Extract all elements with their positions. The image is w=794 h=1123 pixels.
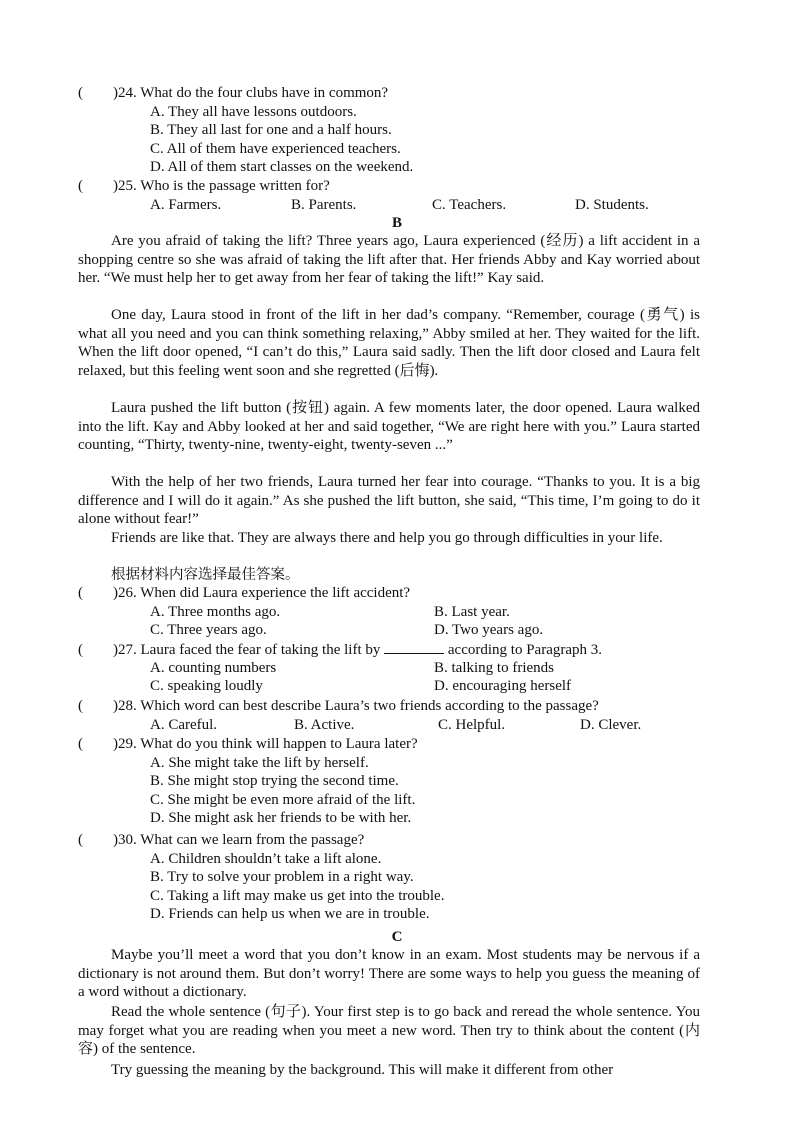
passage-b-paragraph-1: Are you afraid of taking the lift? Three years ago, Laura experienced (经历) a lift accident in a shopping centre so she was afraid of taking the lift after that. Her friends Abby and Kay worried about her. “We must help her to get away from her fear of taking the lift!” Kay said.: [78, 233, 700, 287]
option-b[interactable]: B. They all last for one and a half hours.: [150, 122, 392, 139]
option-c[interactable]: C. Three years ago.: [150, 622, 267, 639]
passage-b-paragraph-3: Laura pushed the lift button (按钮) again. A few moments later, the door opened. Laura walked into the lift. Kay and Abby looked at her and said together, “We are right here with you.” Laura started counting, “Thirty, twenty-nine, twenty-eight, twenty-seven ...”: [78, 400, 700, 454]
option-b[interactable]: B. She might stop trying the second time.: [150, 773, 399, 790]
option-b[interactable]: B. talking to friends: [434, 659, 554, 676]
answer-blank[interactable]: ( ): [78, 736, 118, 752]
answer-blank[interactable]: ( ): [78, 832, 118, 848]
question-25: [78, 177, 718, 214]
question-stem: 28. Which word can best describe Laura’s two friends according to the passage?: [118, 698, 599, 714]
option-a[interactable]: A. They all have lessons outdoors.: [150, 103, 357, 120]
passage-b-paragraph-4: With the help of her two friends, Laura turned her fear into courage. “Thanks to you. It is a big difference and I will do it again.” As she pushed the lift button, she said, “This time, I’m going to do it alone without fear!”: [78, 474, 700, 528]
passage-b-paragraph-2: One day, Laura stood in front of the lift in her dad’s company. “Remember, courage (勇气) is what all you need and you can think something relaxing,” Abby smiled at her. They waited for the lift. When the lift door opened, “I can’t do this,” Laura said sadly. Then the lift door closed and Laura felt relaxed, but this feeling went soon and she regretted (后悔).: [78, 307, 700, 379]
question-stem: 25. Who is the passage written for?: [118, 178, 330, 194]
answer-blank[interactable]: ( ): [78, 585, 118, 601]
answer-blank[interactable]: ( ): [78, 642, 118, 658]
option-c[interactable]: C. Taking a lift may make us get into the trouble.: [150, 887, 445, 904]
question-stem-end: according to Paragraph 3.: [447, 642, 602, 658]
option-d[interactable]: D. Friends can help us when we are in trouble.: [150, 906, 430, 923]
question-stem: 26. When did Laura experience the lift accident?: [118, 585, 411, 601]
option-a[interactable]: A. Three months ago.: [150, 603, 281, 620]
question-27: [78, 640, 718, 696]
answer-blank[interactable]: ( ): [78, 85, 118, 101]
passage-c-paragraph-3: Try guessing the meaning by the background. This will make it different from other: [111, 1062, 614, 1078]
answer-blank[interactable]: ( ): [78, 698, 118, 714]
option-a[interactable]: A. Children shouldn’t take a lift alone.: [150, 850, 382, 867]
passage-c-paragraph-2: Read the whole sentence (句子). Your first step is to go back and reread the whole sentence. You may forget what you are reading when you meet a new word. Then try to think about the content (内容) of the sentence.: [78, 1004, 700, 1058]
question-30: [78, 831, 718, 924]
option-c[interactable]: C. Teachers.: [432, 196, 507, 213]
option-d[interactable]: D. Two years ago.: [434, 622, 544, 639]
option-a[interactable]: A. Farmers.: [150, 196, 222, 213]
option-c[interactable]: C. All of them have experienced teachers.: [150, 140, 401, 157]
option-c[interactable]: C. She might be even more afraid of the lift.: [150, 791, 416, 808]
option-b[interactable]: B. Last year.: [434, 603, 510, 620]
section-b-title: B: [391, 215, 402, 231]
option-d[interactable]: D. All of them start classes on the weekend.: [150, 159, 414, 176]
question-stem: 30. What can we learn from the passage?: [118, 832, 365, 848]
instruction: 根据材料内容选择最佳答案。: [111, 567, 300, 583]
option-d[interactable]: D. encouraging herself: [434, 678, 572, 695]
option-a[interactable]: A. Careful.: [150, 716, 218, 733]
question-stem: 29. What do you think will happen to Laura later?: [118, 736, 418, 752]
question-24: [78, 84, 718, 177]
option-b[interactable]: B. Active.: [294, 716, 355, 733]
passage-b-paragraph-5: Friends are like that. They are always there and help you go through difficulties in your life.: [111, 530, 663, 546]
question-26: [78, 584, 718, 640]
fill-in-blank[interactable]: [384, 640, 444, 654]
option-a[interactable]: A. counting numbers: [150, 659, 277, 676]
question-stem: 24. What do the four clubs have in common?: [118, 85, 389, 101]
option-d[interactable]: D. Clever.: [580, 716, 642, 733]
passage-c-paragraph-1: Maybe you’ll meet a word that you don’t know in an exam. Most students may be nervous if a dictionary is not around them. But don’t worry! There are some ways to help you guess the meaning of a word without a dictionary.: [78, 947, 700, 1001]
section-c-title: C: [391, 929, 403, 945]
question-28: [78, 697, 718, 734]
option-d[interactable]: D. She might ask her friends to be with her.: [150, 810, 412, 827]
answer-blank[interactable]: ( ): [78, 178, 118, 194]
option-b[interactable]: B. Parents.: [291, 196, 357, 213]
question-29: [78, 735, 718, 828]
option-d[interactable]: D. Students.: [575, 196, 649, 213]
option-a[interactable]: A. She might take the lift by herself.: [150, 754, 369, 771]
question-stem: 27. Laura faced the fear of taking the lift by: [118, 642, 381, 658]
option-c[interactable]: C. speaking loudly: [150, 678, 263, 695]
option-b[interactable]: B. Try to solve your problem in a right way.: [150, 869, 414, 886]
option-c[interactable]: C. Helpful.: [438, 716, 506, 733]
